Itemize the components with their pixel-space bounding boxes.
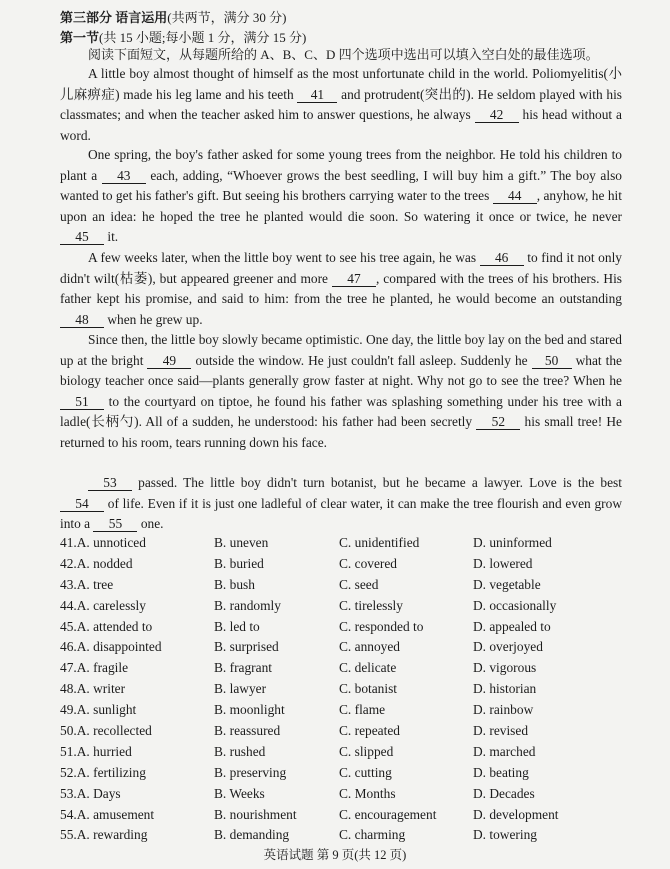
option-row-46 [60,637,635,658]
answer-options [60,533,635,846]
section-heading [60,27,306,46]
option-a-text: A. carelessly [76,597,146,613]
option-c: C. slipped [339,743,394,759]
part-note: (共两节，满分 30 分) [167,10,287,25]
option-b: B. nourishment [214,806,297,822]
option-row-53 [60,784,635,805]
passage-paragraph-5 [60,473,622,535]
option-a [60,575,214,596]
passage-text: his head without a word. [60,107,622,143]
question-number: 41. [60,535,77,550]
option-a-text: A. amusement [76,806,155,822]
option-b: B. reassured [214,723,281,739]
option-a [60,700,214,721]
blank-41: 41 [297,87,337,103]
option-a [60,533,214,554]
option-a [60,596,214,617]
option-row-49 [60,700,635,721]
option-d: D. overjoyed [473,639,543,655]
blank-44: 44 [493,188,537,204]
option-b: B. buried [214,555,264,571]
option-row-48 [60,679,635,700]
blank-49: 49 [147,353,191,369]
blank-52: 52 [476,414,520,430]
option-d: D. development [473,806,559,822]
option-b: B. rushed [214,743,266,759]
blank-50: 50 [532,353,572,369]
option-c: C. charming [339,827,406,843]
option-d: D. towering [473,827,537,843]
option-d: D. marched [473,743,536,759]
option-c: C. encouragement [339,806,437,822]
option-b: B. demanding [214,827,290,843]
question-number: 50. [60,723,77,739]
blank-43: 43 [102,168,146,184]
question-number: 51. [60,743,77,759]
passage-text: each, adding, “Whoever grows the best seedling, I will buy him a gift.” The boy also wanted to get his father's gift. But seeing his brothers carrying water to the trees [60,167,622,204]
option-c: C. annoyed [339,639,400,655]
option-a-text: A. hurried [76,743,132,759]
passage-text: A few weeks later, when the little boy went to see his tree again, he was [88,250,480,265]
option-row-45 [60,617,635,638]
option-c: C. botanist [339,681,398,697]
option-c: C. tirelessly [339,597,403,613]
option-d: D. historian [473,681,537,697]
option-row-44 [60,596,635,617]
option-b: B. uneven [214,535,269,550]
option-b: B. bush [214,576,255,592]
passage-text: , compared with the trees of his brothers. His father kept his promise, and said to him: from the tree he planted, he would become an outstanding [60,270,622,307]
option-a-text: A. rewarding [76,827,148,843]
question-number: 42. [60,555,77,571]
option-c: C. responded to [339,618,424,634]
option-a [60,805,214,826]
question-number: 52. [60,764,77,780]
option-a [60,721,214,742]
option-a-text: A. nodded [76,555,133,571]
passage-paragraph-3 [60,248,622,330]
option-a [60,825,214,846]
option-a-text: A. disappointed [76,639,162,655]
option-c: C. repeated [339,723,400,739]
option-a-text: A. writer [76,681,126,697]
option-d: D. revised [473,723,529,739]
option-b: B. surprised [214,639,279,655]
option-row-55 [60,825,635,846]
passage-text: his small tree! He returned to his room, tears running down his face. [60,414,622,450]
option-d: D. rainbow [473,702,534,718]
option-row-54 [60,805,635,826]
option-row-41 [60,533,635,554]
blank-42: 42 [475,107,519,123]
option-a [60,658,214,679]
option-a [60,554,214,575]
question-number: 54. [60,806,77,822]
question-number: 55. [60,827,77,843]
option-d: D. beating [473,764,529,780]
option-c: C. delicate [339,660,397,676]
option-a-text: A. sunlight [76,702,137,718]
question-number: 53. [60,785,77,801]
option-b: B. preserving [214,764,287,780]
blank-55: 55 [93,516,137,532]
blank-46: 46 [480,250,524,266]
option-b: B. Weeks [214,785,265,801]
section-note: (共 15 小题;每小题 1 分，满分 15 分) [99,30,307,45]
option-a [60,784,214,805]
passage-text: to find it not only didn't wilt(枯萎), but appeared greener and more [60,250,622,286]
option-c: C. flame [339,702,386,718]
passage-text: One spring, the boy's father asked for some young trees from the neighbor. He told his children to plant a [60,147,622,183]
passage-text: it. [104,229,119,245]
question-number: 47. [60,660,77,676]
option-c: C. covered [339,555,398,571]
option-a [60,617,214,638]
section-title: 第一节 [60,30,100,45]
option-c: C. Months [339,785,396,801]
option-a [60,763,214,784]
option-row-50 [60,721,635,742]
passage-text: passed. The little boy didn't turn botanist, but he became a lawyer. Love is the best [132,475,622,490]
passage-text: and protrudent(突出的). He seldom played with his classmates; and when the teacher asked him to answer questions, he always [60,86,623,123]
passage-paragraph-1 [60,64,622,146]
option-a [60,742,214,763]
option-d: D. appealed to [473,618,551,634]
option-d: D. uninformed [473,535,552,550]
passage-text: of life. Even if it is just one ladleful of clear water, it can make the tree flourish and even grow into a [60,495,622,532]
option-b: B. randomly [214,597,281,613]
question-number: 44. [60,597,77,613]
blank-48: 48 [60,312,104,328]
passage-paragraph-4 [60,330,622,454]
question-number: 43. [60,576,77,592]
option-a-text: A. fragile [76,660,129,676]
option-a [60,679,214,700]
passage-text: when he grew up. [104,311,203,327]
blank-51: 51 [60,394,104,410]
blank-47: 47 [332,271,376,287]
question-number: 49. [60,702,77,718]
option-d: D. vegetable [473,576,541,592]
blank-54: 54 [60,496,104,512]
passage-text: to the courtyard on tiptoe, he found his father was splashing something under his tree with a ladle(长柄勺). All of a sudden, he understood: his father had been secretly [60,393,622,430]
option-a-text: A. attended to [76,618,153,634]
option-b: B. fragrant [214,660,273,676]
option-row-51 [60,742,635,763]
passage-text: outside the window. He just couldn't fall asleep. Suddenly he [191,352,532,368]
option-d: D. vigorous [473,660,537,676]
option-c: C. seed [339,576,379,592]
passage-text: what the biology teacher once said—plants generally grow faster at night. Why not go to see the tree? When he [60,352,622,389]
passage-text: , anyhow, he hit upon an idea: he hoped the tree he planted would die soon. So watering it once or twice, he never [60,188,622,224]
page-footer: 英语试题 第 9 页(共 12 页) [263,848,407,862]
passage-paragraph-2 [60,145,622,248]
option-a [60,637,214,658]
passage-text: A little boy almost thought of himself as the most unfortunate child in the world. Poliomyelitis(小儿麻痹症) made his leg lame and his teeth [60,66,622,102]
option-c: C. unidentified [339,535,420,550]
option-a-text: A. unnoticed [76,535,146,550]
option-d: D. Decades [473,785,535,801]
part-title: 第三部分 语言运用 [60,10,168,25]
blank-53: 53 [88,475,132,491]
option-row-52 [60,763,635,784]
part-heading [60,7,286,26]
option-row-47 [60,658,635,679]
question-number: 48. [60,681,77,697]
option-row-42 [60,554,635,575]
instructions: 阅读下面短文，从每题所给的 A、B、C、D 四个选项中选出可以填入空白处的最佳选项。 [88,47,599,62]
option-d: D. lowered [473,555,533,571]
option-a-text: A. tree [76,576,114,592]
option-b: B. led to [214,618,260,634]
option-b: B. lawyer [214,681,267,697]
option-a-text: A. Days [76,785,121,801]
question-number: 45. [60,618,77,634]
blank-45: 45 [60,229,104,245]
option-d: D. occasionally [473,597,557,613]
option-c: C. cutting [339,764,392,780]
option-a-text: A. fertilizing [76,764,146,780]
question-number: 46. [60,639,77,655]
option-a-text: A. recollected [76,723,152,739]
passage-text: Since then, the little boy slowly became optimistic. One day, the little boy lay on the bed and stared up at the bright [60,332,622,368]
passage-text: one. [137,516,164,532]
option-b: B. moonlight [214,702,285,718]
option-row-43 [60,575,635,596]
